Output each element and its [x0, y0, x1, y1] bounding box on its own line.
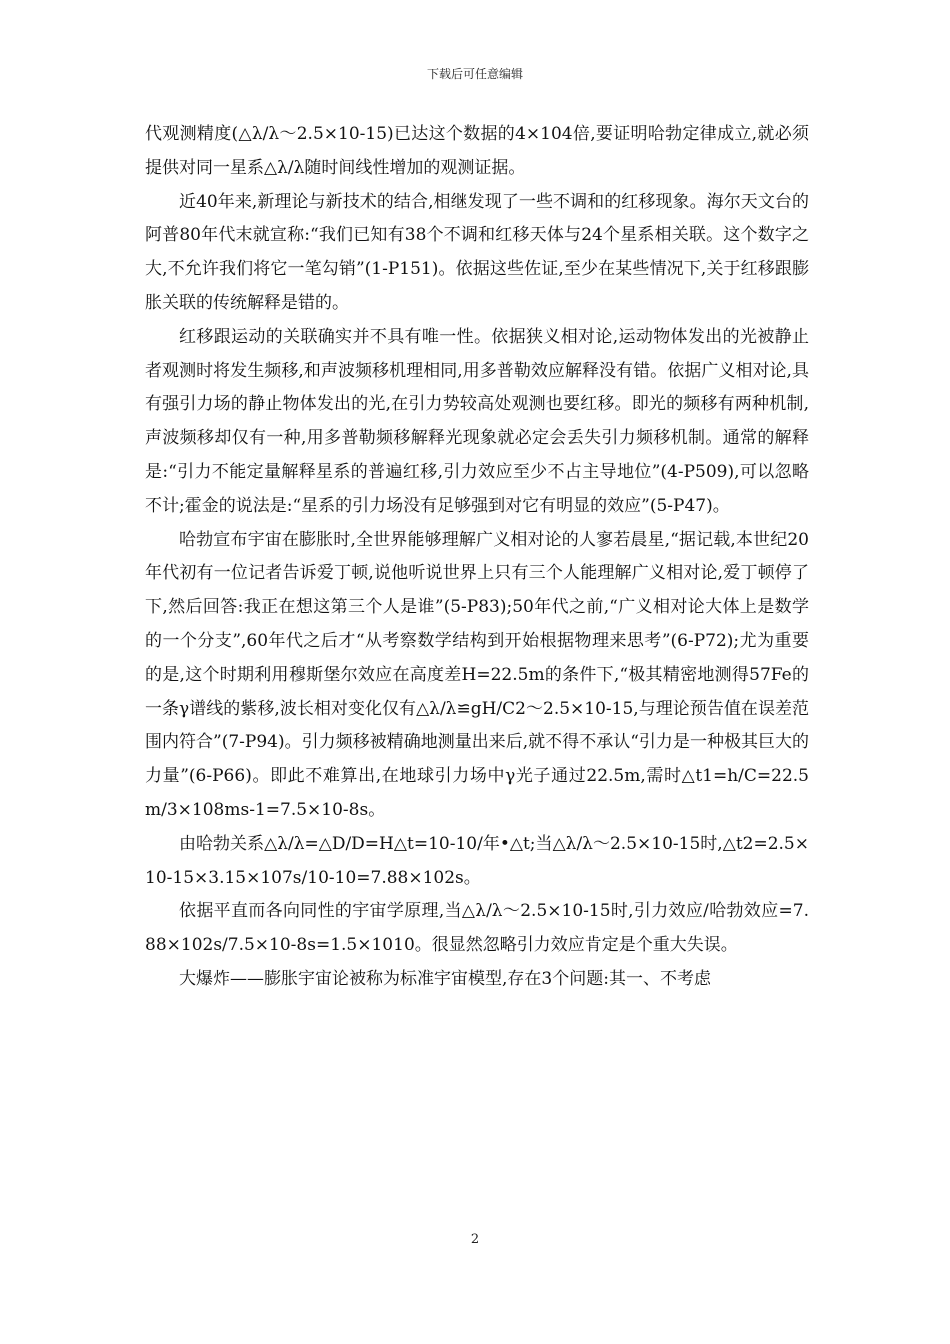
document-body: [145, 118, 809, 997]
paragraph: 依据平直而各向同性的宇宙学原理,当△λ/λ～2.5×10-15时,引力效应/哈勃效应=7.88×102s/7.5×10-8s=1.5×1010。很显然忽略引力效应肯定是个重大失误。: [145, 901, 809, 956]
paragraph: 近40年来,新理论与新技术的结合,相继发现了一些不调和的红移现象。海尔天文台的阿普80年代末就宣称:“我们已知有38个不调和红移天体与24个星系相关联。这个数字之大,不允许我们将它一笔勾销”(1-P151)。依据这些佐证,至少在某些情况下,关于红移跟膨胀关联的传统解释是错的。: [145, 191, 809, 313]
page-header: 下载后可任意编辑: [426, 67, 523, 81]
paragraph: 红移跟运动的关联确实并不具有唯一性。依据狭义相对论,运动物体发出的光被静止者观测时将发生频移,和声波频移机理相同,用多普勒效应解释没有错。依据广义相对论,具有强引力场的静止物体发出的光,在引力势较高处观测也要红移。即光的频移有两种机制,声波频移却仅有一种,用多普勒频移解释光现象就必定会丢失引力频移机制。通常的解释是:“引力不能定量解释星系的普遍红移,引力效应至少不占主导地位”(4-P509),可以忽略不计;霍金的说法是:“星系的引力场没有足够强到对它有明显的效应”(5-P47)。: [145, 326, 809, 516]
paragraph-continued: 代观测精度(△λ/λ～2.5×10-15)已达这个数据的4×104倍,要证明哈勃定律成立,就必须提供对同一星系△λ/λ随时间线性增加的观测证据。: [145, 124, 809, 178]
paragraph: 由哈勃关系△λ/λ=△D/D=H△t=10-10/年•△t;当△λ/λ～2.5×10-15时,△t2=2.5×10-15×3.15×107s/10-10=7.88×102s。: [145, 833, 809, 888]
paragraph: 哈勃宣布宇宙在膨胀时,全世界能够理解广义相对论的人寥若晨星,“据记载,本世纪20年代初有一位记者告诉爱丁顿,说他听说世界上只有三个人能理解广义相对论,爱丁顿停了下,然后回答:我正在想这第三个人是谁”(5-P83);50年代之前,“广义相对论大体上是数学的一个分支”,60年代之后才“从考察数学结构到开始根据物理来思考”(6-P72);尤为重要的是,这个时期利用穆斯堡尔效应在高度差H=22.5m的条件下,“极其精密地测得57Fe的一条γ谱线的紫移,波长相对变化仅有△λ/λ≌gH/C2～2.5×10-15,与理论预告值在误差范围内符合”(7-P94)。引力频移被精确地测量出来后,就不得不承认“引力是一种极其巨大的力量”(6-P66)。即此不难算出,在地球引力场中γ光子通过22.5m,需时△t1=h/C=22.5m/3×108ms-1=7.5×10-8s。: [145, 529, 809, 820]
page-number: 2: [470, 1232, 480, 1247]
paragraph: 大爆炸——膨胀宇宙论被称为标准宇宙模型,存在3个问题:其一、不考虑: [179, 968, 711, 989]
